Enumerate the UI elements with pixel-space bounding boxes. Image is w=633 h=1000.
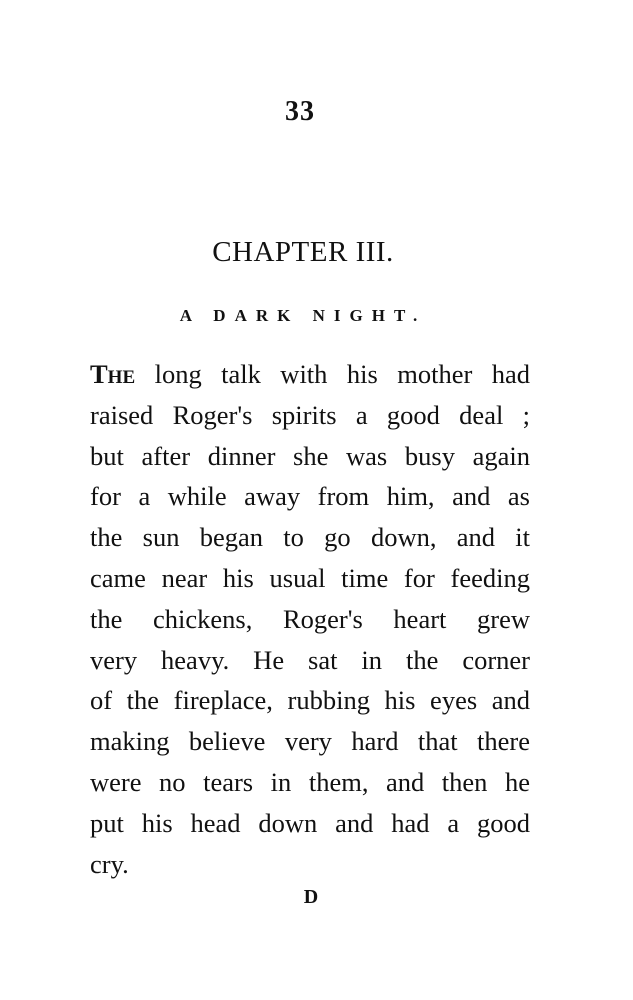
text-line-1-rest: long talk with his mother had: [135, 359, 530, 389]
text-line-11: were no tears in them, and then he: [90, 766, 530, 797]
text-line-2: raised Roger's spirits a good deal ;: [90, 399, 530, 430]
text-line-10: making believe very hard that there: [90, 726, 530, 757]
text-line-8: very heavy. He sat in the corner: [90, 644, 530, 675]
chapter-title: CHAPTER III.: [212, 236, 394, 268]
body-paragraph: [90, 354, 530, 884]
text-line-9: of the fireplace, rubbing his eyes and: [90, 685, 530, 716]
text-line-3: but after dinner she was busy again: [90, 440, 530, 471]
text-line-7: the chickens, Roger's heart grew: [90, 603, 530, 634]
text-line-4: for a while away from him, and as: [90, 481, 530, 512]
text-line-12: put his head down and had a good: [90, 807, 530, 838]
page-number: 33: [285, 96, 315, 127]
chapter-subtitle: A DARK NIGHT.: [179, 306, 427, 325]
text-line-1: [90, 354, 530, 395]
text-line-13: cry.: [90, 848, 129, 879]
text-line-6: came near his usual time for feeding: [90, 562, 530, 593]
printer-signature-mark: D: [303, 886, 319, 908]
opening-word: The: [90, 359, 136, 389]
text-line-5: the sun began to go down, and it: [90, 522, 530, 553]
